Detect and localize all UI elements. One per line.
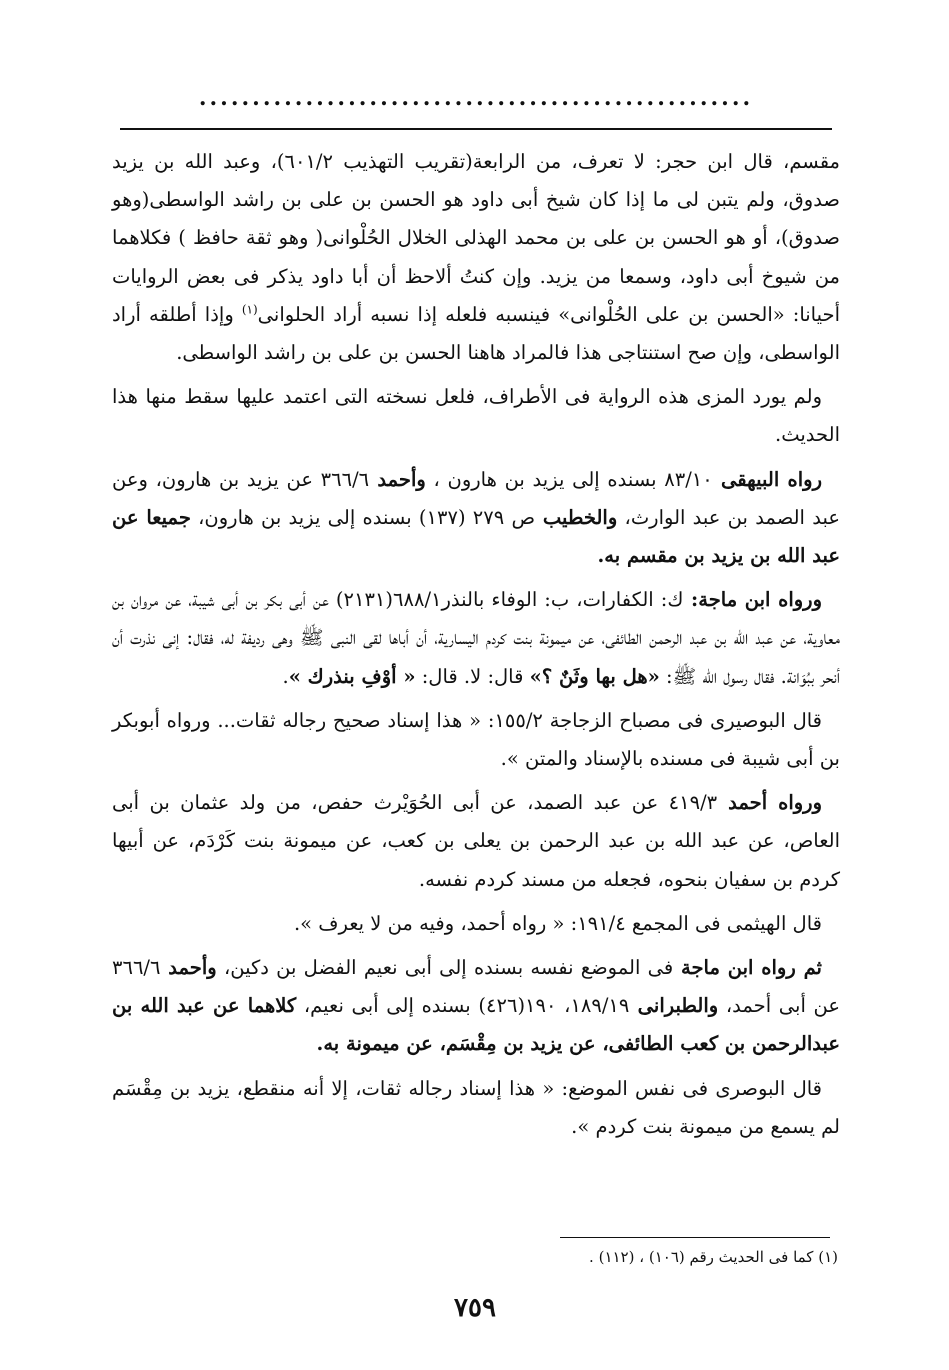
text-run: ولم يورد المزى هذه الرواية فى الأطراف، فلعل نسخته التى اعتمد عليها سقط منها هذا الحديث. [112,385,840,447]
text-run: قال البوصيرى فى مصباح الزجاجة ١٥٥/٢: « هذا إسناد صحيح رجاله ثقات... ورواه أبوبكر بن أبى شيبة فى مسنده بالإسناد والمتن ». [112,708,840,771]
bold-text: ورواه أحمد [717,791,822,815]
text-run: ٣٦٦/٦ عن يزيد بن هارون، وعن عبد الصمد بن عبد الوارث، [112,467,840,529]
text-run: . [282,664,289,688]
paragraph [112,378,840,454]
text-run: فى الموضع نفسه بسنده إلى أبى نعيم الفضل بن دكين، [216,956,674,980]
text-run: قال البوصرى فى نفس الموضع: « هذا إسناد رجاله ثقات، إلا أنه منقطع، يزيد بن مِقْسَم لم يسمع من ميمونة بنت كردم ». [112,1076,840,1138]
text-run: ١٨٩/١٩، ١٩٠(٤٢٦) بسنده إلى أبى نعيم، [296,994,630,1018]
text-run: ص ٢٧٩ (١٣٧) بسنده إلى يزيد بن هارون، [190,505,536,529]
text-run: ٨٣/١٠ بسنده إلى يزيد بن هارون ، [425,467,713,491]
main-text [112,143,840,1152]
text-run: مقسم، قال ابن حجر: لا تعرف، من الرابعة(تقريب التهذيب ٦٠١/٢)، وعبد الله بن يزيد صدوق، ولم يتبن لى ما إذا كان شيخ أبى داود هو الحسن بن على بن راشد الواسطى(وهو صدوق)، أو هو الحسن بن على بن محمد الهذلى الخلال الحُلْوانى( وهو ثقة حافظ ) فكلاهما من شيوخ أبى داود، وسمعا من يزيد. وإن كنتُ ألاحظ أن أبا داود يذكر فى بعض الروايات أحيانا: «الحسن بن على الحُلْوانى» فينسبه فلعله إذا نسبه أراد الحلوانى [112,150,841,326]
bold-text: كلاهما عن عبد الله بن عبدالرحمن بن كعب الطائفى، عن يزيد بن مِقْسَم، عن ميمونة به. [112,994,840,1056]
paragraph [112,143,840,372]
bold-text: رواه البيهقى [712,467,822,491]
bold-text: «هل بها وثَنٌ ؟» [529,664,660,688]
footnote-rule [560,1237,830,1238]
bold-text: « أوْفِ بنذرك » [288,664,416,688]
text-run: قال: لا. قال: [415,664,530,688]
bold-text: ورواه ابن ماجة: [683,588,822,612]
paragraph [112,1070,840,1146]
paragraph [112,905,840,943]
text-run: قال الهيثمى فى المجمع ١٩١/٤: « رواه أحمد، وفيه من لا يعرف ». [293,911,822,935]
header-dotted-line: .................................................... [198,86,754,110]
paragraph [112,949,840,1064]
paragraph [112,581,840,696]
header-rule [120,128,832,130]
paragraph [112,784,840,899]
footnote-marker: (١) [241,302,258,317]
bold-text: ثم رواه ابن ماجة [673,956,822,980]
page-number: ٧٥٩ [454,1293,496,1323]
paragraph [112,461,840,576]
bold-text: جميعا عن عبد الله بن يزيد بن مقسم به. [112,505,840,568]
paragraph [112,702,840,778]
bold-text: والخطيب [535,505,618,529]
text-run: ٤١٩/٣ عن عبد الصمد، عن أبى الحُوَيْرث حفص، من ولد عثمان بن أبى العاص، عن عبد الله بن عبد الرحمن بن يعلى بن كعب، عن ميمونة بنت كَرْدَم، عن أبيها كردم بن سفيان بنحوه، فجعله من مسند كردم نفسه. [112,791,840,891]
bold-text: والطبرانى [629,994,719,1018]
text-run: ك: الكفارات، ب: الوفاء بالنذر٦٨٨/١(٢١٣١) عن أبى بكر بن أبى شيبة، عن مروان بن معاوية، عن عبد الله بن عبد الرحمن الطائفى، عن ميمونة بنت كردم اليسارية، أن أباها لقى النبى ﷺ وهى رديفة له، فقال: إنى نذرت أن أنحر ببُوَانة. فقال رسول الله ﷺ: [112,588,840,688]
text-run: ٣٦٦/٦ عن أبى أحمد، [112,956,841,1018]
footnote: (١) كما فى الحديث رقم (١٠٦) ، (١١٢) . [589,1248,838,1266]
bold-text: وأحمد [369,467,426,491]
bold-text: وأحمد [160,956,217,980]
text-run: وإذا أطلقه أراد الواسطى، وإن صح استنتاجى هذا فالمراد هاهنا الحسن بن على بن راشد الواسطى. [112,302,840,365]
